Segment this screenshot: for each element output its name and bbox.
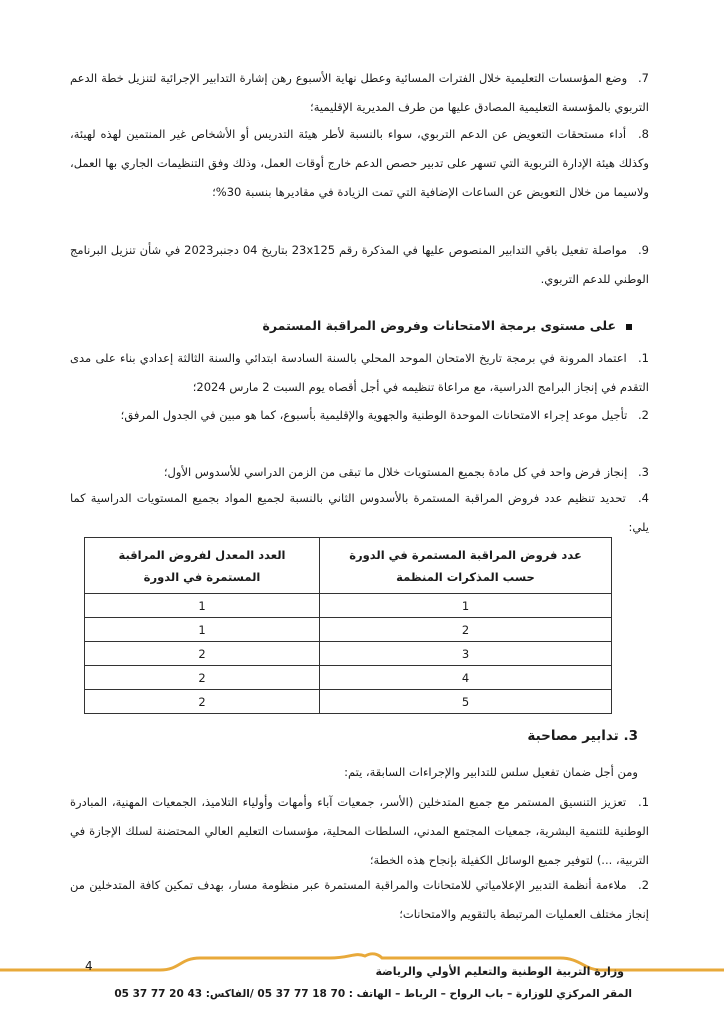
list-item-8 — [70, 120, 649, 207]
square-bullet-icon — [626, 324, 632, 330]
table-row — [85, 642, 612, 666]
item-text: تحديد تنظيم عدد فروض المراقبة المستمرة بالأسدوس الثاني بالنسبة لجميع المواد بجميع المستويات الدراسية كما يلي: — [70, 491, 649, 534]
page-number: 4 — [85, 959, 93, 973]
list-item-9 — [70, 236, 649, 294]
cell-original: 2 — [320, 618, 612, 642]
footer-ministry-name: وزارة التربية الوطنية والتعليم الأولي والرياضة — [375, 965, 624, 978]
cell-original: 3 — [320, 642, 612, 666]
exam-item-1 — [70, 344, 649, 402]
exam-section-heading: على مستوى برمجة الامتحانات وفروض المراقبة المستمرة — [263, 318, 632, 333]
table-row — [85, 618, 612, 642]
item-number: 8. — [638, 127, 649, 141]
exam-item-2 — [70, 401, 649, 430]
cell-adjusted: 2 — [85, 666, 320, 690]
exam-item-3 — [70, 458, 649, 487]
item-number: 3. — [638, 465, 649, 479]
item-number: 1. — [638, 351, 649, 365]
table-row — [85, 594, 612, 618]
item-text: مواصلة تفعيل باقي التدابير المنصوص عليها في المذكرة رقم 23x125 بتاريخ 04 دجنبر2023 في شأن تنزيل البرنامج الوطني للدعم التربوي. — [70, 243, 649, 286]
item-number: 4. — [638, 491, 649, 505]
cell-adjusted: 1 — [85, 594, 320, 618]
cell-adjusted: 2 — [85, 642, 320, 666]
table-row — [85, 690, 612, 714]
item-number: 2. — [638, 878, 650, 892]
header-adjusted-count: العدد المعدل لفروض المراقبة المستمرة في الدورة — [85, 538, 320, 594]
item-number: 2. — [638, 408, 649, 422]
item-text: وضع المؤسسات التعليمية خلال الفترات المسائية وعطل نهاية الأسبوع رهن إشارة التدابير الإجرائية لتنزيل خطة الدعم التربوي بالمؤسسة التعليمية المصادق عليها من طرف المديرية الإقليمية؛ — [70, 71, 649, 114]
assessment-count-table — [84, 537, 612, 714]
exam-item-4 — [70, 484, 649, 542]
support-item-1 — [70, 788, 649, 875]
item-text: تعزيز التنسيق المستمر مع جميع المتدخلين (الأسر، جمعيات آباء وأمهات وأولياء التلاميذ، الجمعيات المهنية، المبادرة الوطنية للتنمية البشرية، جمعيات المجتمع المدني، السلطات المحلية، مؤسسات التعليم العالي المحتضنة لسلك الإجازة في التربية، ...) لتوفير جميع الوسائل الكفيلة بإنجاح هذه الخطة؛ — [70, 795, 649, 867]
section-3-title: 3. تدابير مصاحبة — [527, 728, 638, 744]
cell-original: 1 — [320, 594, 612, 618]
footer-address: المقر المركزي للوزارة – باب الرواح – الرباط – الهاتف : 70 18 77 37 05 /الفاكس: 43 20 77 37 05 — [114, 988, 632, 1000]
item-text: ملاءمة أنظمة التدبير الإعلامياتي للامتحانات والمراقبة المستمرة عبر منظومة مسار، بهدف تمكين كافة المتدخلين من إنجاز مختلف العمليات المرتبطة بالتقويم والامتحانات؛ — [70, 878, 649, 921]
section-3-intro: ومن أجل ضمان تفعيل سلس للتدابير والإجراءات السابقة، يتم: — [344, 765, 638, 779]
table-row — [85, 666, 612, 690]
item-text: اعتماد المرونة في برمجة تاريخ الامتحان الموحد المحلي بالسنة السادسة ابتدائي والسنة الثالثة إعدادي بناء على مدى التقدم في إنجاز البرامج الدراسية، مع مراعاة تنظيمه في أجل أقصاه يوم السبت 2 مارس 2024؛ — [70, 351, 649, 394]
header-original-count: عدد فروض المراقبة المستمرة في الدورة حسب المذكرات المنظمة — [320, 538, 612, 594]
item-text: تأجيل موعد إجراء الامتحانات الموحدة الوطنية والجهوية والإقليمية بأسبوع، كما هو مبين في الجدول المرفق؛ — [120, 408, 628, 422]
item-number: 7. — [638, 71, 649, 85]
cell-original: 5 — [320, 690, 612, 714]
support-item-2 — [70, 871, 649, 929]
item-number: 9. — [638, 243, 649, 257]
cell-original: 4 — [320, 666, 612, 690]
item-text: إنجاز فرض واحد في كل مادة بجميع المستويات خلال ما تبقى من الزمن الدراسي للأسدوس الأول؛ — [163, 465, 628, 479]
cell-adjusted: 1 — [85, 618, 320, 642]
item-text: أداء مستحقات التعويض عن الدعم التربوي، سواء بالنسبة لأطر هيئة التدريس أو الأشخاص غير المنتمين لهذه لهيئة، وكذلك هيئة الإدارة التربوية التي تسهر على تدبير حصص الدعم خارج أوقات العمل، وذلك وفق التنظيمات الجاري بها العمل، ولاسيما من خلال التعويض عن الساعات الإضافية التي تمت الزيادة في مقاديرها بنسبة 30%؛ — [70, 127, 649, 199]
cell-adjusted: 2 — [85, 690, 320, 714]
table-header-row — [85, 538, 612, 594]
list-item-7 — [70, 64, 649, 122]
item-number: 1. — [638, 795, 650, 809]
